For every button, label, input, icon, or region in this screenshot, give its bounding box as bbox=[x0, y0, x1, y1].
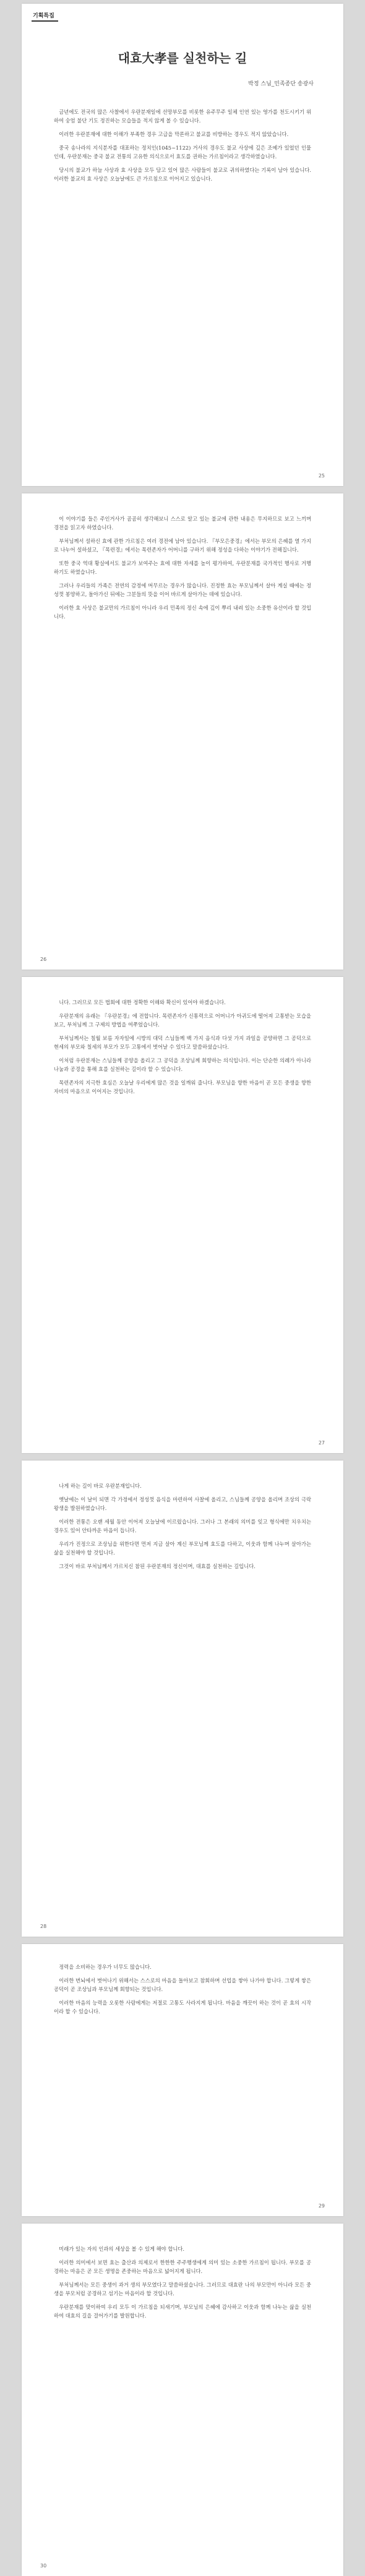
section-tag: 기획특집 bbox=[32, 11, 58, 22]
page-4 bbox=[22, 1461, 343, 1937]
page-6 bbox=[22, 2224, 343, 2576]
page-number: 25 bbox=[318, 473, 325, 479]
paragraph: 이러한 마음의 능력을 오롯한 사람에게는 저절로 고통도 사라지게 됩니다. 마음을 깨끗이 하는 것이 곧 효의 시작이라 할 수 있습니다. bbox=[54, 2000, 311, 2015]
page-number: 26 bbox=[40, 957, 47, 962]
paragraph: 이러한 우란분재에 대한 이해가 부족한 경우 고급을 막론하고 불교를 비방하는 경우도 적지 않았습니다. bbox=[59, 131, 289, 137]
paragraph: 이러한 효 사상은 불교만의 가르침이 아니라 우리 민족의 정신 속에 깊이 뿌리 내려 있는 소중한 유산이라 할 것입니다. bbox=[54, 605, 311, 620]
paragraph: 부처님께서 설하신 효에 관한 가르침은 여러 경전에 남아 있습니다. 『부모은중경』에서는 부모의 은혜를 열 가지로 나누어 설하셨고, 『목련경』에서는 목련존자가 어머니를 구하기 위해 정성을 다하는 이야기가 전해집니다. bbox=[54, 538, 311, 553]
paragraph: 부처님께서는 모든 중생이 과거 생의 부모였다고 말씀하셨습니다. 그러므로 대효란 나의 부모만이 아니라 모든 중생을 부모처럼 공경하고 섬기는 마음이라 할 것입니다. bbox=[54, 2282, 311, 2297]
body-text bbox=[54, 1482, 311, 1571]
article-title: 대효大孝를 실천하는 길 bbox=[118, 51, 247, 66]
page-3 bbox=[22, 977, 343, 1453]
paragraph: 목련존자의 지극한 효심은 오늘날 우리에게 많은 것을 일깨워 줍니다. 부모님을 향한 마음이 곧 모든 중생을 향한 자비의 마음으로 이어지는 것입니다. bbox=[54, 1080, 311, 1094]
body-text bbox=[54, 108, 311, 183]
paragraph: 그러나 우리들의 가족은 전연의 감정에 머무르는 경우가 많습니다. 진정한 효는 부모님께서 살아 계실 때에는 정성껏 봉양하고, 돌아가신 뒤에는 그분들의 뜻을 이어 바르게 살아가는 데에 있습니다. bbox=[54, 582, 311, 597]
paragraph: 니다. 그러므로 모든 법회에 대한 정확한 이해와 확신이 있어야 하겠습니다. bbox=[59, 999, 226, 1005]
article-author: 박정 스님_민족종단 송광사 bbox=[248, 81, 314, 87]
paragraph: 부처님께서는 칠월 보름 자자일에 시방의 대덕 스님들께 백 가지 음식과 다섯 가지 과일을 공양하면 그 공덕으로 현세의 부모와 칠세의 부모가 모두 고통에서 벗어날 수 있다고 말씀하셨습니다. bbox=[54, 1035, 311, 1050]
paragraph: 우란분재를 맞이하여 우리 모두 이 가르침을 되새기며, 부모님의 은혜에 감사하고 이웃과 함께 나누는 삶을 실천하여 대효의 길을 걸어가기를 발원합니다. bbox=[54, 2304, 311, 2319]
paragraph: 중국 송나라의 지식분자를 대표하는 정치인(1045~1122) 거사의 경우도 불교 사상에 깊은 조예가 있었던 인물인데, 우란분재는 중국 불교 전통의 고유한 의식으로서 효도를 권하는 가르침이라고 생각하였습니다. bbox=[54, 145, 311, 160]
paragraph: 또한 중국 역대 황실에서도 불교가 보여주는 효에 대한 자세를 높이 평가하여, 우란분재를 국가적인 행사로 거행하기도 하였습니다. bbox=[54, 560, 311, 575]
paragraph: 우리가 진정으로 조상님을 위한다면 먼저 지금 살아 계신 부모님께 효도를 다하고, 이웃과 함께 나누며 살아가는 삶을 실천해야 할 것입니다. bbox=[54, 1541, 311, 1556]
paragraph: 당시의 불교가 하늘 사상과 효 사상을 모두 담고 있어 많은 사람들이 불교로 귀의하였다는 기록이 남아 있습니다. 이러한 불교의 효 사상은 오늘날에도 큰 가르침으로 이어지고 있습니다. bbox=[54, 167, 311, 182]
page-number: 30 bbox=[40, 2563, 47, 2569]
page-number: 27 bbox=[318, 1440, 325, 1446]
body-text bbox=[54, 1963, 311, 2016]
body-text bbox=[54, 998, 311, 1096]
page-number: 28 bbox=[40, 1924, 47, 1929]
page-5 bbox=[22, 1944, 343, 2216]
paragraph: 이처럼 우란분재는 스님들께 공양을 올리고 그 공덕을 조상님께 회향하는 의식입니다. 이는 단순한 의례가 아니라 나눔과 공경을 통해 효를 실천하는 길이라 할 수 있습니다. bbox=[54, 1057, 311, 1072]
page-1 bbox=[22, 4, 343, 486]
page-number: 29 bbox=[318, 2203, 325, 2209]
paragraph: 나게 하는 길이 바로 우란분재입니다. bbox=[59, 1483, 142, 1489]
paragraph: 그것이 바로 부처님께서 가르치신 참된 우란분재의 정신이며, 대효를 실천하는 길입니다. bbox=[59, 1563, 256, 1569]
paragraph: 이러한 번뇌에서 벗어나기 위해서는 스스로의 마음을 돌아보고 참회하며 선업을 쌓아 나가야 합니다. 그렇게 쌓은 공덕이 곧 조상님과 부모님께 회향되는 것입니다. bbox=[54, 1977, 311, 1992]
page-2 bbox=[22, 493, 343, 970]
paragraph: 이러한 전통은 오랜 세월 동안 이어져 오늘날에 이르렀습니다. 그러나 그 본래의 의미를 잊고 형식에만 치우치는 경우도 있어 안타까운 마음이 듭니다. bbox=[54, 1519, 311, 1533]
paragraph: 이러한 의미에서 보면 효는 출산과 의제로서 한한한 주주행생에게 의미 있는 소중한 가르침이 됩니다. 부모를 공경하는 마음은 곧 모든 생명을 존중하는 마음으로 넓어지게 됩니다. bbox=[54, 2259, 311, 2274]
body-text bbox=[54, 514, 311, 621]
paragraph: 정력을 소비하는 경우가 너무도 많습니다. bbox=[59, 1964, 152, 1970]
body-text bbox=[54, 2245, 311, 2320]
paragraph: 우란분재의 유래는 『우란분경』에 전합니다. 목련존자가 신통력으로 어머니가 아귀도에 떨어져 고통받는 모습을 보고, 부처님께 그 구제의 방법을 여쭈었습니다. bbox=[54, 1013, 311, 1028]
paragraph: 금년에도 전국의 많은 사찰에서 우란분재일에 선망부모를 비롯한 유주무주 일체 인연 있는 영가를 천도시키기 위하여 숭엄 불단 기도 정진하는 모습들을 적지 않게 볼 수 있습니다. bbox=[54, 109, 311, 124]
paragraph: 이 이야기를 들은 주인거사가 곰곰히 생각해보니 스스로 알고 있는 불교에 관한 내용은 무지하므로 보고 느끼며 경전을 읽고자 하였습니다. bbox=[54, 516, 311, 531]
paragraph: 미래가 있는 자의 인과의 세상을 볼 수 있게 해야 합니다. bbox=[59, 2246, 184, 2252]
paragraph: 옛날에는 이 날이 되면 각 가정에서 정성껏 음식을 마련하여 사찰에 올리고, 스님들께 공양을 올리며 조상의 극락왕생을 발원하였습니다. bbox=[54, 1496, 311, 1511]
